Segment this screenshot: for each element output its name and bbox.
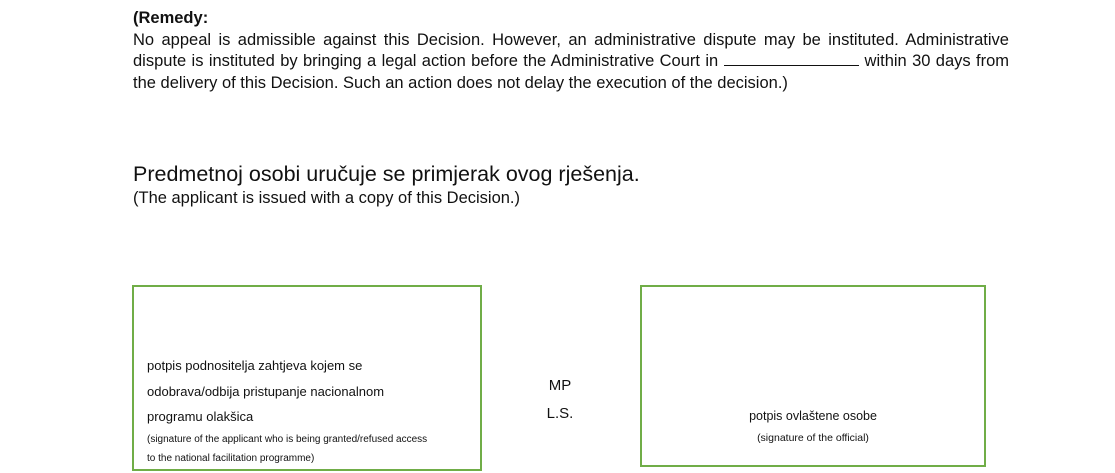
issued-english: (The applicant is issued with a copy of this Decision.) bbox=[133, 189, 521, 207]
applicant-note-line2: to the national facilitation programme) bbox=[147, 452, 315, 464]
issued-croatian: Predmetnoj osobi uručuje se primjerak ovog rješenja. bbox=[133, 162, 640, 186]
official-caption-note: (signature of the official) bbox=[757, 432, 869, 444]
remedy-text bbox=[133, 30, 1009, 95]
applicant-signature-box bbox=[132, 285, 482, 471]
stamp-mp: MP bbox=[548, 377, 572, 394]
remedy-text-part1: No appeal is admissible against this Decision. However, an administrative dispute may be instituted. Administrative dispute is instituted by bringing a legal action before the Administrative Court in bbox=[133, 30, 1009, 70]
stamp-ls: L.S. bbox=[546, 405, 574, 422]
applicant-caption-line3: programu olakšica bbox=[147, 409, 254, 424]
stamp-placeholder bbox=[530, 372, 590, 428]
remedy-title: (Remedy: bbox=[133, 9, 209, 27]
applicant-caption-line1: potpis podnositelja zahtjeva kojem se bbox=[147, 358, 363, 373]
official-signature-box bbox=[640, 285, 986, 467]
applicant-signature-caption bbox=[147, 353, 477, 468]
official-signature-caption bbox=[642, 403, 984, 447]
applicant-note-line1: (signature of the applicant who is being granted/refused access bbox=[147, 433, 428, 445]
remedy-text-part2: within 30 days from the delivery of this Decision. Such an action does not delay the execution of the decision.) bbox=[133, 52, 1009, 92]
official-caption-label: potpis ovlaštene osobe bbox=[749, 409, 877, 423]
issued-copy-section bbox=[133, 160, 1013, 208]
applicant-caption-line2: odobrava/odbija pristupanje nacionalnom bbox=[147, 383, 385, 399]
court-blank-line bbox=[724, 51, 859, 66]
remedy-section bbox=[133, 8, 1009, 94]
